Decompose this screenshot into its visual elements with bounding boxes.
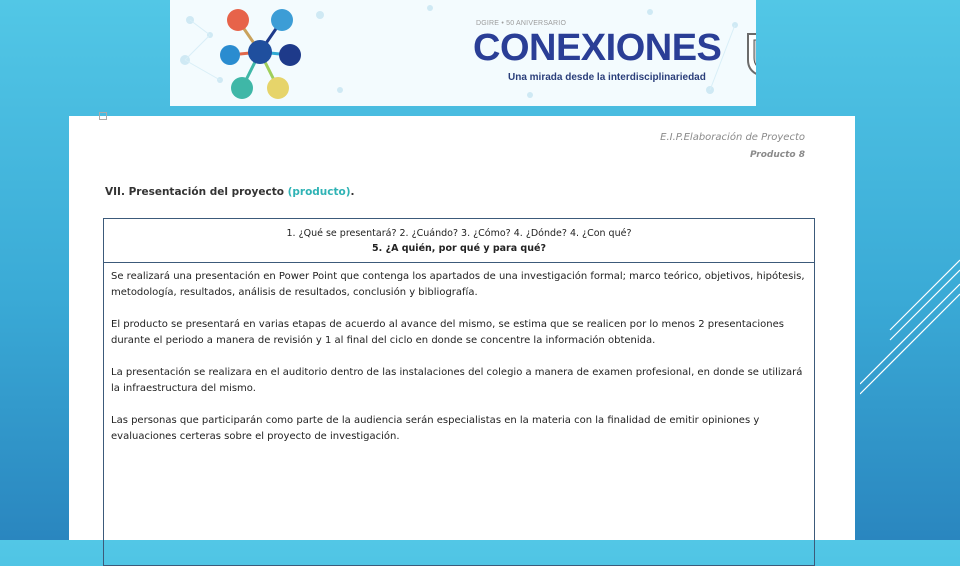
questions-line-1: 1. ¿Qué se presentará? 2. ¿Cuándo? 3. ¿Cómo? 4. ¿Dónde? 4. ¿Con qué? [286,228,632,239]
questions-row [104,219,814,263]
paragraph-4: Las personas que participarán como parte de la audiencia serán especialistas en la materia con la finalidad de emitir opiniones y evaluaciones certeras sobre el proyecto de investigación. [111,415,760,442]
decorative-lines [860,220,960,420]
document-header-product: Producto 8 [749,150,805,160]
answer-cell [104,263,814,445]
presentation-table [103,218,815,566]
page-corner-mark [99,112,107,120]
event-banner: DGIRE • 50 ANIVERSARIO CONEXIONES Una mirada desde la interdisciplinariedad 50 DGIRE SI UNAM [170,0,756,106]
paragraph-3: La presentación se realizara en el auditorio dentro de las instalaciones del colegio a manera de examen profesional, en donde se utilizará la infraestructura del mismo. [111,367,803,394]
conexiones-logo-icon [220,9,301,99]
section-title-main: VII. Presentación del proyecto [105,186,288,198]
section-title-highlight: (producto) [287,186,351,198]
paragraph-2: El producto se presentará en varias etapas de acuerdo al avance del mismo, se estima que se realicen por lo menos 2 presentaciones durante el periodo a manera de revisión y 1 al final del ciclo en donde se concentre la información obtenida. [111,319,784,346]
section-title [105,186,355,198]
section-title-end: . [350,186,355,198]
unam-shield-logo [744,30,756,78]
document-page [69,116,855,540]
banner-tagline: Una mirada desde la interdisciplinariedad [508,72,706,83]
banner-subtitle: DGIRE • 50 ANIVERSARIO [476,20,567,27]
banner-title: CONEXIONES [473,27,722,69]
paragraph-1: Se realizará una presentación en Power Point que contenga los apartados de una investigación formal; marco teórico, objetivos, hipótesis, metodología, resultados, análisis de resultados, conclusión y bibliografía. [111,271,805,298]
document-header-title: E.I.P.Elaboración de Proyecto [660,132,805,143]
questions-line-2: 5. ¿A quién, por qué y para qué? [372,243,546,254]
